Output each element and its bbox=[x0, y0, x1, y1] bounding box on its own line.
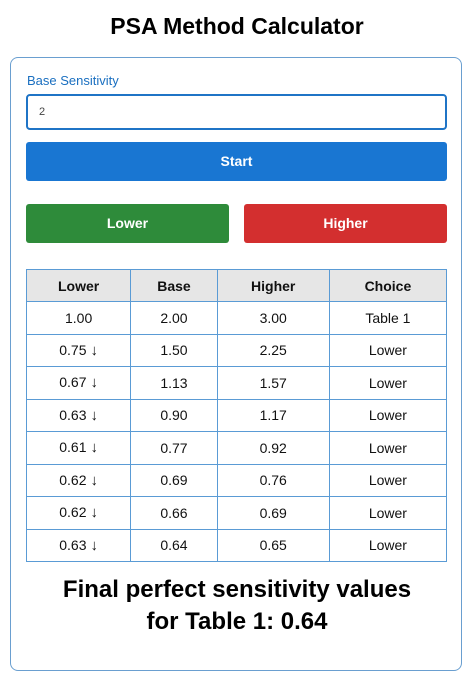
final-result-line-1: Final perfect sensitivity values bbox=[62, 576, 412, 603]
lower-value: 0.67 bbox=[59, 374, 87, 391]
down-arrow-icon: ↓ bbox=[90, 374, 98, 392]
cell-lower bbox=[27, 302, 131, 335]
cell-lower bbox=[27, 432, 131, 465]
down-arrow-icon: ↓ bbox=[90, 536, 98, 554]
table-row bbox=[27, 399, 447, 432]
header-base: Base bbox=[131, 270, 217, 302]
lower-value: 0.61 bbox=[59, 439, 87, 456]
lower-button[interactable]: Lower bbox=[26, 204, 229, 243]
cell-choice: Lower bbox=[329, 497, 446, 530]
cell-base: 2.00 bbox=[131, 302, 217, 335]
cell-lower bbox=[27, 367, 131, 400]
cell-choice: Lower bbox=[329, 464, 446, 497]
header-choice: Choice bbox=[329, 270, 446, 302]
cell-higher: 2.25 bbox=[217, 334, 329, 367]
cell-choice: Table 1 bbox=[329, 302, 446, 335]
cell-base: 0.66 bbox=[131, 497, 217, 530]
cell-choice: Lower bbox=[329, 399, 446, 432]
results-table bbox=[26, 269, 447, 562]
down-arrow-icon: ↓ bbox=[90, 504, 98, 522]
page-title: PSA Method Calculator bbox=[110, 13, 364, 39]
lower-value: 0.63 bbox=[59, 536, 87, 553]
final-result bbox=[11, 574, 463, 638]
cell-higher: 1.17 bbox=[217, 399, 329, 432]
calculator-card bbox=[10, 57, 462, 671]
cell-higher: 0.69 bbox=[217, 497, 329, 530]
cell-lower bbox=[27, 529, 131, 562]
cell-lower bbox=[27, 334, 131, 367]
table-row bbox=[27, 529, 447, 562]
cell-choice: Lower bbox=[329, 334, 446, 367]
lower-value: 1.00 bbox=[65, 309, 93, 326]
cell-base: 0.64 bbox=[131, 529, 217, 562]
higher-button[interactable]: Higher bbox=[244, 204, 447, 243]
table-row bbox=[27, 367, 447, 400]
cell-base: 0.77 bbox=[131, 432, 217, 465]
header-higher: Higher bbox=[217, 270, 329, 302]
down-arrow-icon: ↓ bbox=[90, 439, 98, 457]
table-row bbox=[27, 497, 447, 530]
cell-choice: Lower bbox=[329, 367, 446, 400]
down-arrow-icon: ↓ bbox=[90, 341, 98, 359]
cell-higher: 0.92 bbox=[217, 432, 329, 465]
sensitivity-label: Base Sensitivity bbox=[27, 73, 119, 88]
cell-lower bbox=[27, 464, 131, 497]
header-lower: Lower bbox=[27, 270, 131, 302]
start-button[interactable]: Start bbox=[26, 142, 447, 181]
cell-lower bbox=[27, 399, 131, 432]
table-header-row bbox=[27, 270, 447, 302]
cell-higher: 0.76 bbox=[217, 464, 329, 497]
down-arrow-icon: ↓ bbox=[90, 471, 98, 489]
table-row bbox=[27, 302, 447, 335]
cell-higher: 3.00 bbox=[217, 302, 329, 335]
cell-lower bbox=[27, 497, 131, 530]
cell-higher: 0.65 bbox=[217, 529, 329, 562]
cell-choice: Lower bbox=[329, 529, 446, 562]
cell-base: 1.13 bbox=[131, 367, 217, 400]
table-row bbox=[27, 432, 447, 465]
cell-base: 0.90 bbox=[131, 399, 217, 432]
final-result-line-2: for Table 1: 0.64 bbox=[146, 608, 328, 635]
cell-base: 1.50 bbox=[131, 334, 217, 367]
cell-base: 0.69 bbox=[131, 464, 217, 497]
lower-value: 0.62 bbox=[59, 504, 87, 521]
cell-choice: Lower bbox=[329, 432, 446, 465]
table-row bbox=[27, 334, 447, 367]
lower-value: 0.63 bbox=[59, 406, 87, 423]
lower-value: 0.62 bbox=[59, 471, 87, 488]
lower-value: 0.75 bbox=[59, 341, 87, 358]
table-body bbox=[27, 302, 447, 562]
sensitivity-input[interactable] bbox=[26, 94, 447, 130]
down-arrow-icon: ↓ bbox=[90, 406, 98, 424]
table-row bbox=[27, 464, 447, 497]
cell-higher: 1.57 bbox=[217, 367, 329, 400]
